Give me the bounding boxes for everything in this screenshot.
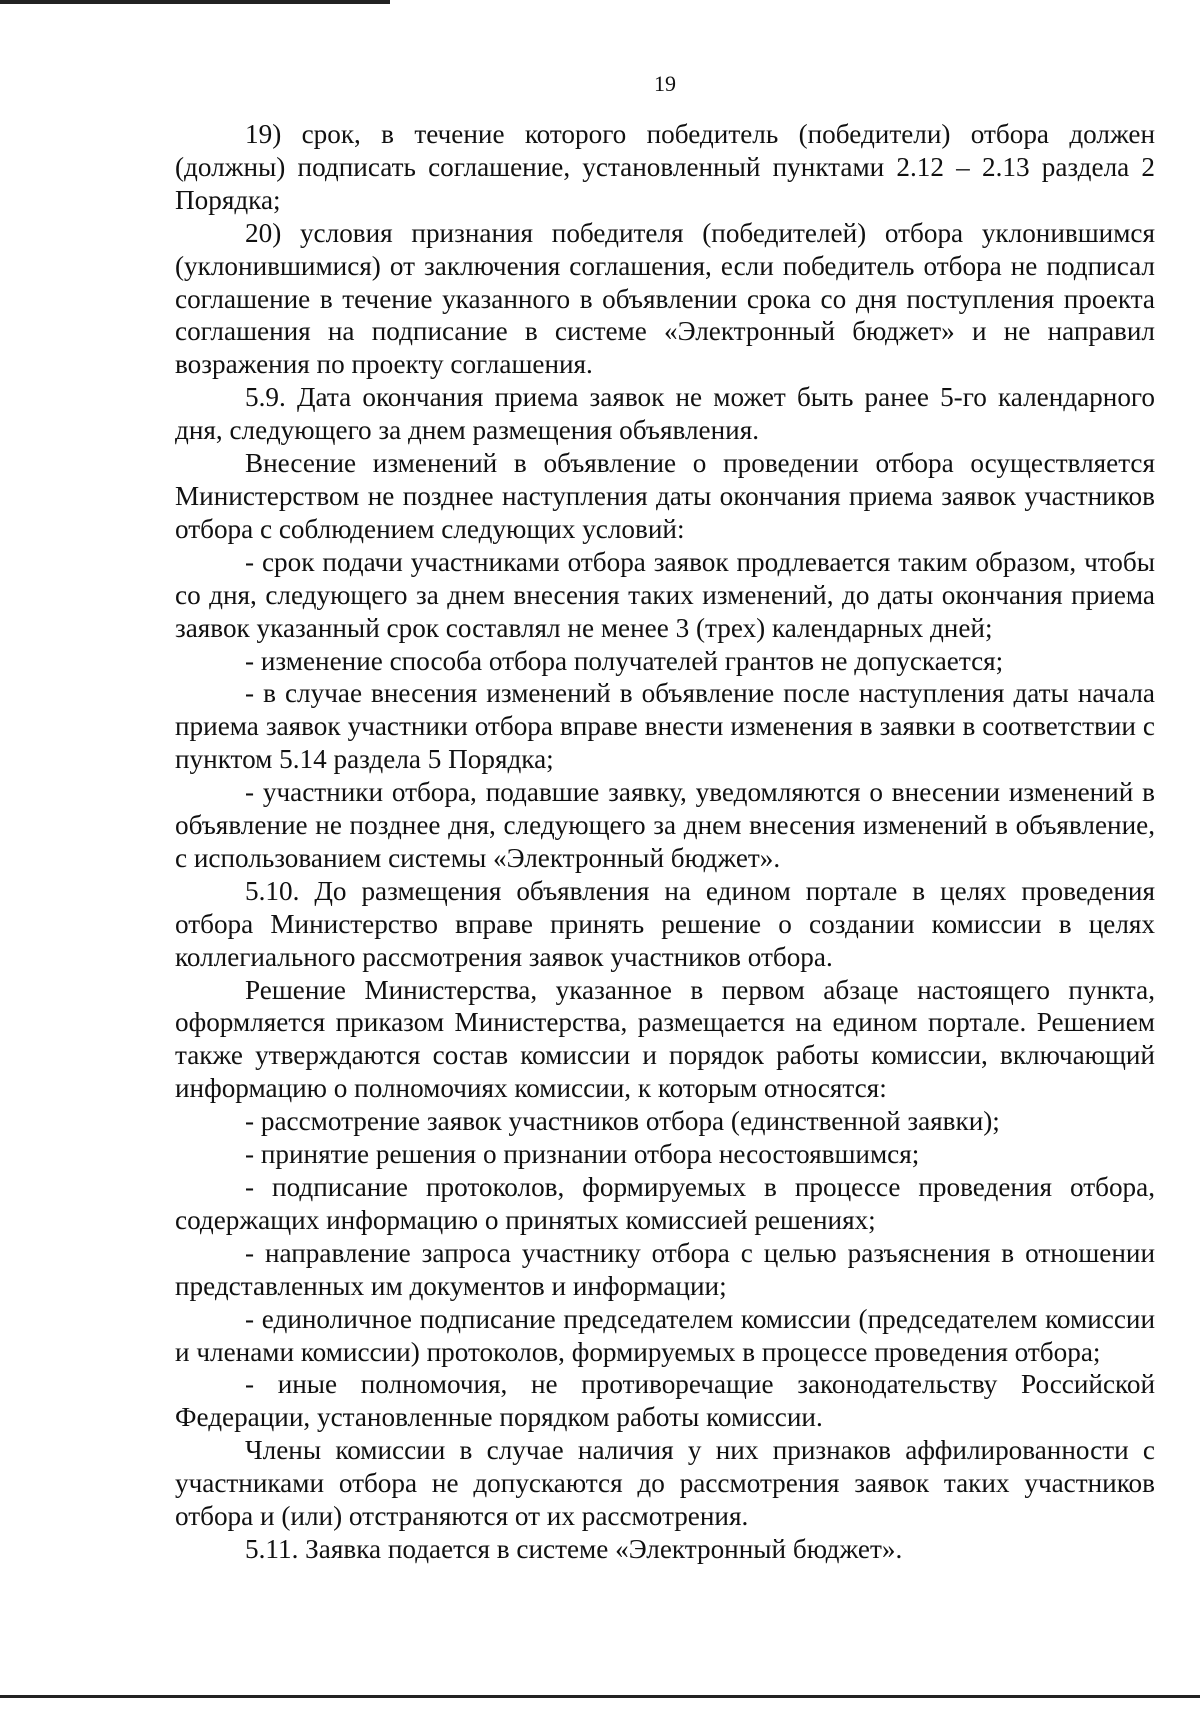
list-item-sole-signing: - единоличное подписание председателем комиссии (председателем комиссии и членами комиссии) протоколов, формируемых в процессе проведения отбора; <box>175 1303 1155 1367</box>
list-item-clarification-request: - направление запроса участнику отбора с целью разъяснения в отношении представленных им документов и информации; <box>175 1237 1155 1301</box>
paragraph-5-10: 5.10. До размещения объявления на едином портале в целях проведения отбора Министерство вправе принять решение о создании комиссии в целях коллегиального рассмотрения заявок участников отбора. <box>175 875 1155 972</box>
page-number: 19 <box>654 71 676 96</box>
list-item-application-changes: - в случае внесения изменений в объявление после наступления даты начала приема заявок участники отбора вправе внести изменения в заявки в соответствии с пунктом 5.14 раздела 5 Порядка; <box>175 678 1155 775</box>
list-item-sign-protocols: - подписание протоколов, формируемых в процессе проведения отбора, содержащих информацию о принятых комиссией решениях; <box>175 1172 1155 1235</box>
paragraph-item-19: 19) срок, в течение которого победитель (победители) отбора должен (должны) подписать соглашение, установленный пунктами 2.12 – 2.13 раздела 2 Порядка; <box>175 119 1155 215</box>
paragraph-5-9: 5.9. Дата окончания приема заявок не может быть ранее 5-го календарного дня, следующего за днем размещения объявления. <box>175 382 1155 446</box>
list-item-selection-method: - изменение способа отбора получателей грантов не допускается; <box>245 645 1004 676</box>
list-item-review-applications: - рассмотрение заявок участников отбора (единственной заявки); <box>245 1106 1000 1137</box>
list-item-notification: - участники отбора, подавшие заявку, уведомляются о внесении изменений в объявление не позднее дня, следующего за днем внесения изменений в объявление, с использованием системы «Электронный бюджет». <box>175 777 1155 873</box>
document-body <box>175 118 1155 1566</box>
paragraph-ministry-decision: Решение Министерства, указанное в первом абзаце настоящего пункта, оформляется приказом Министерства, размещается на едином портале. Решением также утверждаются состав комиссии и порядок работы комиссии, включающий информацию о полномочиях комиссии, к которым относятся: <box>175 974 1155 1104</box>
list-item-deadline-extension: - срок подачи участниками отбора заявок продлевается таким образом, чтобы со дня, следующего за днем внесения таких изменений, до даты окончания приема заявок указанный срок составлял не менее 3 (трех) календарных дней; <box>175 546 1155 643</box>
scan-edge-top <box>0 0 390 4</box>
paragraph-amendment-rules: Внесение изменений в объявление о проведении отбора осуществляется Министерством не позднее наступления даты окончания приема заявок участников отбора с соблюдением следующих условий: <box>175 448 1155 544</box>
list-item-failed-selection: - принятие решения о признании отбора несостоявшимся; <box>245 1139 920 1170</box>
paragraph-5-11: 5.11. Заявка подается в системе «Электронный бюджет». <box>245 1533 903 1564</box>
paragraph-affiliation: Члены комиссии в случае наличия у них признаков аффилированности с участниками отбора не допускаются до рассмотрения заявок таких участников отбора и (или) отстраняются от их рассмотрения. <box>175 1435 1155 1532</box>
paragraph-item-20: 20) условия признания победителя (победителей) отбора уклонившимся (уклонившимися) от заключения соглашения, если победитель отбора не подписал соглашение в течение указанного в объявлении срока со дня поступления проекта соглашения на подписание в системе «Электронный бюджет» и не направил возражения по проекту соглашения. <box>175 217 1155 380</box>
list-item-other-powers: - иные полномочия, не противоречащие законодательству Российской Федерации, установленные порядком работы комиссии. <box>175 1369 1155 1433</box>
scan-edge-bottom <box>0 1695 1200 1698</box>
